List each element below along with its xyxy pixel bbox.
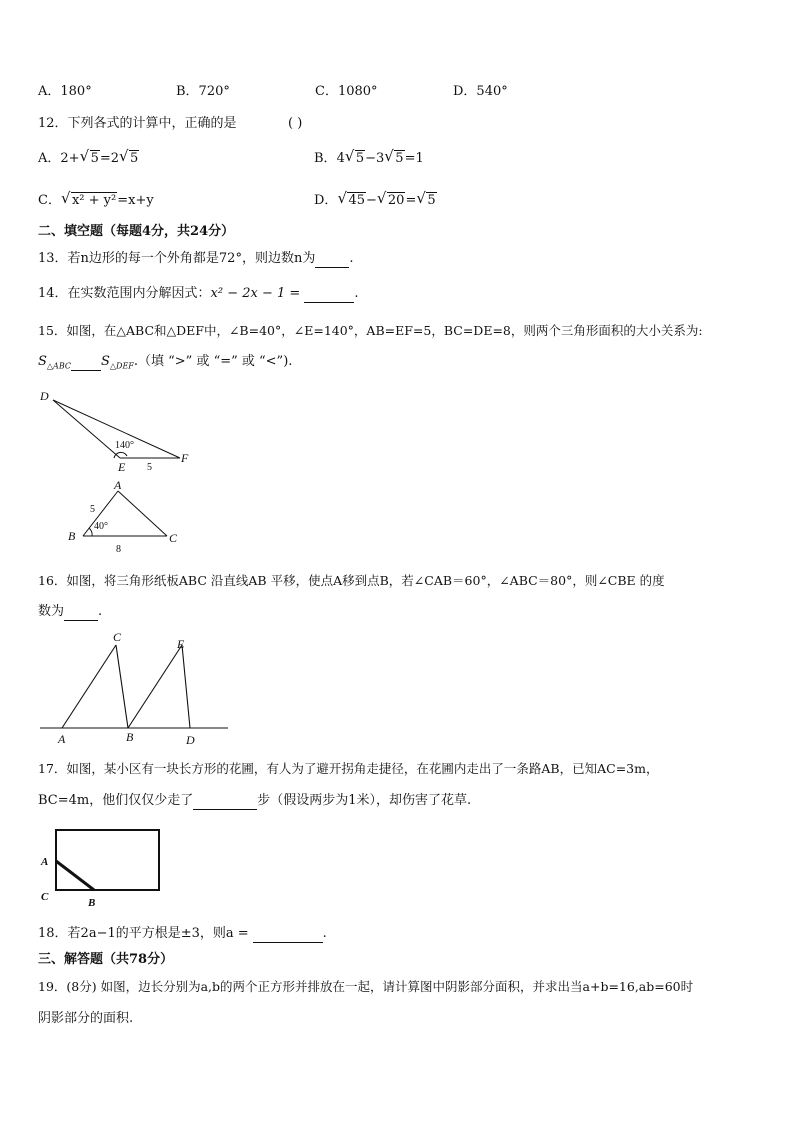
q15-tail: .（填 “>” 或 “=” 或 “<”).	[133, 354, 293, 369]
q19-line2: 阴影部分的面积.	[38, 1011, 134, 1026]
q12-b-post: =1	[404, 151, 424, 166]
q17-line2-post: 步（假设两步为1米），却伤害了花草.	[257, 793, 472, 808]
q11-option-c: C．1080°	[315, 84, 378, 99]
fig15-label-bc: 8	[116, 544, 121, 555]
q15-s2-sub: △DEF	[109, 361, 134, 371]
q17-line2	[38, 793, 471, 810]
q12-option-d	[314, 189, 437, 209]
q13-text: 13．若n边形的每一个外角都是72°，则边数n为	[38, 251, 316, 266]
fig16-segment-cb	[116, 645, 128, 728]
figure-15-triangles	[36, 386, 206, 558]
q12-option-c-label: C．	[38, 193, 61, 208]
q15-s2: S	[100, 354, 110, 369]
q12-b-mid: −3	[365, 151, 385, 166]
q16-answer-blank[interactable]	[64, 604, 98, 621]
q18-post: .	[322, 926, 327, 941]
q16-post: .	[98, 604, 103, 619]
fig16-label-c: C	[113, 630, 122, 644]
q12-c-post: =x+y	[117, 193, 154, 208]
q15-s1-sub: △ABC	[46, 361, 71, 371]
fig15-angle-b-arc	[89, 528, 92, 536]
q14-text: 14．在实数范围内分解因式：	[38, 286, 211, 301]
q12-b-pre: 4	[336, 151, 345, 166]
fig17-label-a: A	[41, 856, 49, 868]
q12-stem: 12．下列各式的计算中，正确的是	[38, 116, 237, 131]
q18	[38, 926, 327, 943]
fig15-angle-e-arc	[114, 452, 127, 458]
figure-17-garden	[36, 826, 166, 910]
q17-line2-text: BC=4m，他们仅仅少走了	[38, 793, 194, 808]
q12-a-mid: =2	[99, 151, 120, 166]
fig16-segment-ed	[182, 645, 190, 728]
fig15-label-angle-e: 140°	[115, 440, 134, 451]
fig17-label-c: C	[41, 891, 49, 903]
q17-line1: 17．如图，某小区有一块长方形的花圃，有人为了避开拐角走捷径，在花圃内走出了一条路AB，已知AC=3m，	[38, 761, 659, 776]
q12-option-c	[38, 189, 154, 209]
fig16-label-b: B	[126, 730, 134, 744]
fig16-segment-be	[128, 645, 182, 728]
q12-d-radical-3: √ 5	[416, 189, 436, 208]
fig15-label-ef: 5	[147, 462, 152, 473]
fig15-label-e: E	[118, 460, 126, 474]
q15-line2	[38, 354, 292, 375]
q13-post: .	[349, 251, 354, 266]
q16-line2	[38, 604, 102, 621]
q12-a-pre: 2+	[60, 151, 80, 166]
fig15-segment-ac	[118, 491, 167, 536]
q12-option-d-label: D．	[314, 193, 338, 208]
q12-a-radical-1: √ 5	[79, 147, 99, 166]
q15-s1: S	[38, 354, 47, 369]
fig16-label-d: D	[186, 733, 195, 747]
fig15-label-a: A	[114, 478, 122, 492]
q12-option-b	[314, 147, 424, 167]
q14-expression: x² − 2x − 1 =	[210, 286, 301, 301]
q12-b-radical-1: √ 5	[344, 147, 365, 166]
fig15-label-d: D	[40, 389, 49, 403]
q12-option-a-label: A．	[38, 151, 61, 166]
q19-line1: 19．(8分) 如图，边长分别为a,b的两个正方形并排放在一起，请计算图中阴影部分面积，并求出当a+b=16,ab=60时	[38, 979, 694, 994]
q12-a-radical-2: √ 5	[119, 147, 139, 166]
fig15-label-angle-b: 40°	[94, 521, 108, 532]
q11-option-b: B．720°	[176, 84, 230, 99]
q13	[38, 251, 353, 268]
fig15-label-f: F	[181, 451, 189, 465]
fig15-segment-de	[53, 400, 120, 458]
figure-16-translation	[36, 628, 232, 750]
q14-post: .	[354, 286, 359, 301]
q15-line1: 15．如图，在△ABC和△DEF中，∠B=40°，∠E=140°，AB=EF=5，BC=DE=8，则两个三角形面积的大小关系为:	[38, 323, 703, 338]
q14	[38, 286, 358, 303]
fig15-label-b: B	[68, 529, 76, 543]
q12-answer-paren: ( )	[288, 116, 303, 131]
q17-answer-blank[interactable]	[193, 793, 257, 810]
fig16-segment-ac	[62, 645, 116, 728]
q12-d-radical-1: √ 45	[337, 189, 365, 208]
fig16-label-e: E	[177, 637, 185, 651]
fig17-label-b: B	[88, 897, 96, 909]
q12-c-radical: √ x² + y²	[60, 189, 117, 208]
q14-answer-blank[interactable]	[304, 286, 354, 303]
q13-answer-blank[interactable]	[315, 251, 349, 268]
fig17-path-ab	[56, 861, 94, 890]
q11-option-a: A．180°	[38, 84, 92, 99]
q16-line1: 16．如图，将三角形纸板ABC 沿直线AB 平移，使点A移到点B，若∠CAB＝60°，∠ABC＝80°，则∠CBE 的度	[38, 573, 665, 588]
fig16-label-a: A	[58, 732, 66, 746]
fig15-label-ab: 5	[90, 504, 95, 515]
q12-option-a	[38, 147, 139, 167]
q12-d-eq: =	[405, 193, 417, 208]
q11-option-d: D．540°	[453, 84, 508, 99]
q12-b-radical-2: √ 5	[384, 147, 404, 166]
q18-answer-blank[interactable]	[253, 926, 323, 943]
q12-d-op: −	[365, 193, 377, 208]
fig15-label-c: C	[169, 531, 178, 545]
q12-d-radical-2: √ 20	[376, 189, 405, 208]
section-3-heading: 三、解答题（共78分）	[38, 952, 174, 967]
section-2-heading: 二、填空题（每题4分，共24分）	[38, 224, 235, 239]
q18-text: 18．若2a−1的平方根是±3，则a =	[38, 926, 249, 941]
fig17-rectangle	[56, 830, 159, 890]
q15-answer-blank[interactable]	[71, 354, 101, 371]
q16-line2-text: 数为	[38, 604, 65, 619]
q12-option-b-label: B．	[314, 151, 337, 166]
